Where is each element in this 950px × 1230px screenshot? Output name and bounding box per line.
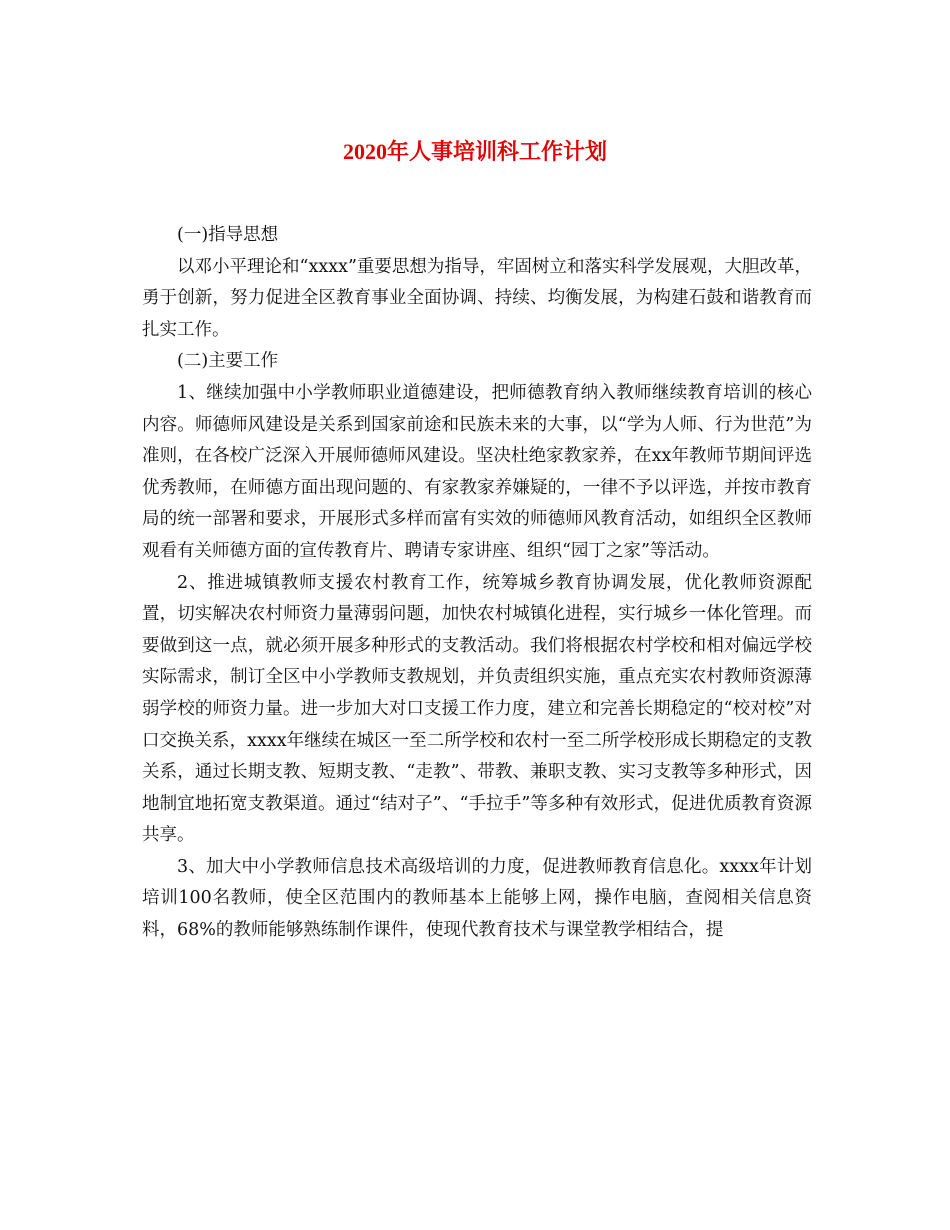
document-title: 2020年人事培训科工作计划 <box>342 139 607 164</box>
paragraph: 以邓小平理论和“xxxx”重要思想为指导，牢固树立和落实科学发展观，大胆改革，勇于创新，努力促进全区教育事业全面协调、持续、均衡发展，为构建石鼓和谐教育而扎实工作。 <box>142 256 812 340</box>
section-heading-main-work: (二)主要工作 <box>177 351 279 372</box>
document-body <box>142 220 812 947</box>
paragraph: 2、推进城镇教师支援农村教育工作，统筹城乡教育协调发展，优化教师资源配置，切实解决农村师资力量薄弱问题，加快农村城镇化进程，实行城乡一体化管理。而要做到这一点，就必须开展多种形式的支教活动。我们将根据农村学校和相对偏远学校实际需求，制订全区中小学教师支教规划，并负责组织实施，重点充实农村教师资源薄弱学校的师资力量。进一步加大对口支援工作力度，建立和完善长期稳定的“校对校”对口交换关系，xxxx年继续在城区一至二所学校和农村一至二所学校形成长期稳定的支教关系，通过长期支教、短期支教、“走教”、带教、兼职支教、实习支教等多种形式，因地制宜地拓宽支教渠道。通过“结对子”、“手拉手”等多种有效形式，促进优质教育资源共享。 <box>142 572 812 846</box>
paragraph: 3、加大中小学教师信息技术高级培训的力度，促进教师教育信息化。xxxx年计划培训100名教师，使全区范围内的教师基本上能够上网，操作电脑，查阅相关信息资料，68%的教师能够熟练制作课件，使现代教育技术与课堂教学相结合，提 <box>142 856 812 941</box>
section-heading-guiding-ideology: (一)指导思想 <box>177 225 279 245</box>
paragraph: 1、继续加强中小学教师职业道德建设，把师德教育纳入教师继续教育培训的核心内容。师德师风建设是关系到国家前途和民族未来的大事，以“学为人师、行为世范”为准则，在各校广泛深入开展师德师风建设。坚决杜绝家教家养，在xx年教师节期间评选优秀教师，在师德方面出现问题的、有家教家养嫌疑的，一律不予以评选，并按市教育局的统一部署和要求，开展形式多样而富有实效的师德师风教育活动，如组织全区教师观看有关师德方面的宣传教育片、聘请专家讲座、组织“园丁之家”等活动。 <box>142 382 812 561</box>
